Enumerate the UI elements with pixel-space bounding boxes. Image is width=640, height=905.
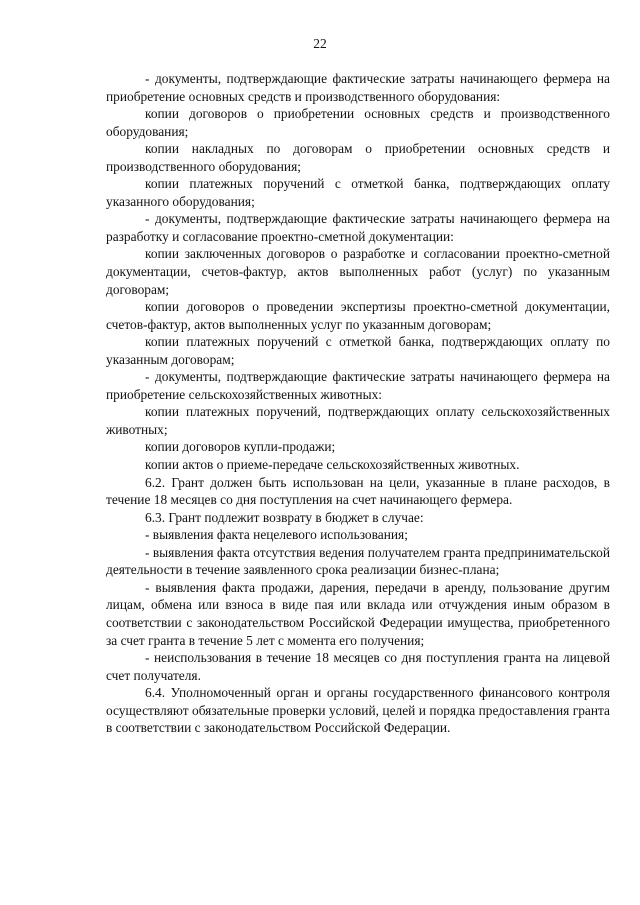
paragraph: копии договоров купли-продажи; — [145, 439, 336, 455]
paragraph: 6.3. Грант подлежит возврату в бюджет в случае: — [145, 509, 424, 525]
paragraph: копии договоров о проведении экспертизы проектно-сметной документации, счетов-фактур, актов выполненных услуг по указанным договорам; — [106, 299, 610, 332]
paragraph: - выявления факта нецелевого использования; — [145, 527, 408, 543]
paragraph: 6.4. Уполномоченный орган и органы государственного финансового контроля осуществляют обязательные проверки условий, целей и порядка предоставления гранта в соответствии с законодательством Российской Федерации. — [106, 685, 610, 736]
paragraph: копии актов о приеме-передаче сельскохозяйственных животных. — [145, 457, 520, 473]
paragraph: копии договоров о приобретении основных средств и производственного оборудования; — [106, 106, 610, 139]
paragraph: - документы, подтверждающие фактические затраты начинающего фермера на разработку и согласование проектно-сметной документации: — [106, 211, 610, 244]
paragraph: - документы, подтверждающие фактические затраты начинающего фермера на приобретение сельскохозяйственных животных: — [106, 369, 610, 402]
document-body — [106, 70, 610, 737]
paragraph: копии заключенных договоров о разработке и согласовании проектно-сметной документации, счетов-фактур, актов выполненных работ (услуг) по указанным договорам; — [106, 246, 610, 297]
paragraph: копии накладных по договорам о приобретении основных средств и производственного оборудования; — [106, 141, 610, 174]
paragraph: 6.2. Грант должен быть использован на цели, указанные в плане расходов, в течение 18 месяцев со дня поступления на счет начинающего фермера. — [106, 474, 610, 508]
page-number: 22 — [313, 36, 327, 51]
paragraph: копии платежных поручений с отметкой банка, подтверждающих оплату указанного оборудования; — [106, 176, 610, 209]
paragraph: копии платежных поручений с отметкой банка, подтверждающих оплату по указанным договорам; — [106, 334, 610, 367]
paragraph: - выявления факта отсутствия ведения получателем гранта предпринимательской деятельности в течение заявленного срока реализации бизнес-плана; — [106, 544, 610, 578]
paragraph: копии платежных поручений, подтверждающих оплату сельскохозяйственных животных; — [106, 404, 610, 437]
paragraph: - неиспользования в течение 18 месяцев со дня поступления гранта на лицевой счет получателя. — [106, 650, 610, 683]
paragraph: - выявления факта продажи, дарения, передачи в аренду, пользование другим лицам, обмена или взноса в виде пая или вклада или отчуждения иным образом в соответствии с законодательством Российской Федерации имущества, приобретенного за счет гранта в течение 5 лет с момента его получения; — [106, 579, 610, 648]
paragraph: - документы, подтверждающие фактические затраты начинающего фермера на приобретение основных средств и производственного оборудования: — [106, 71, 610, 104]
